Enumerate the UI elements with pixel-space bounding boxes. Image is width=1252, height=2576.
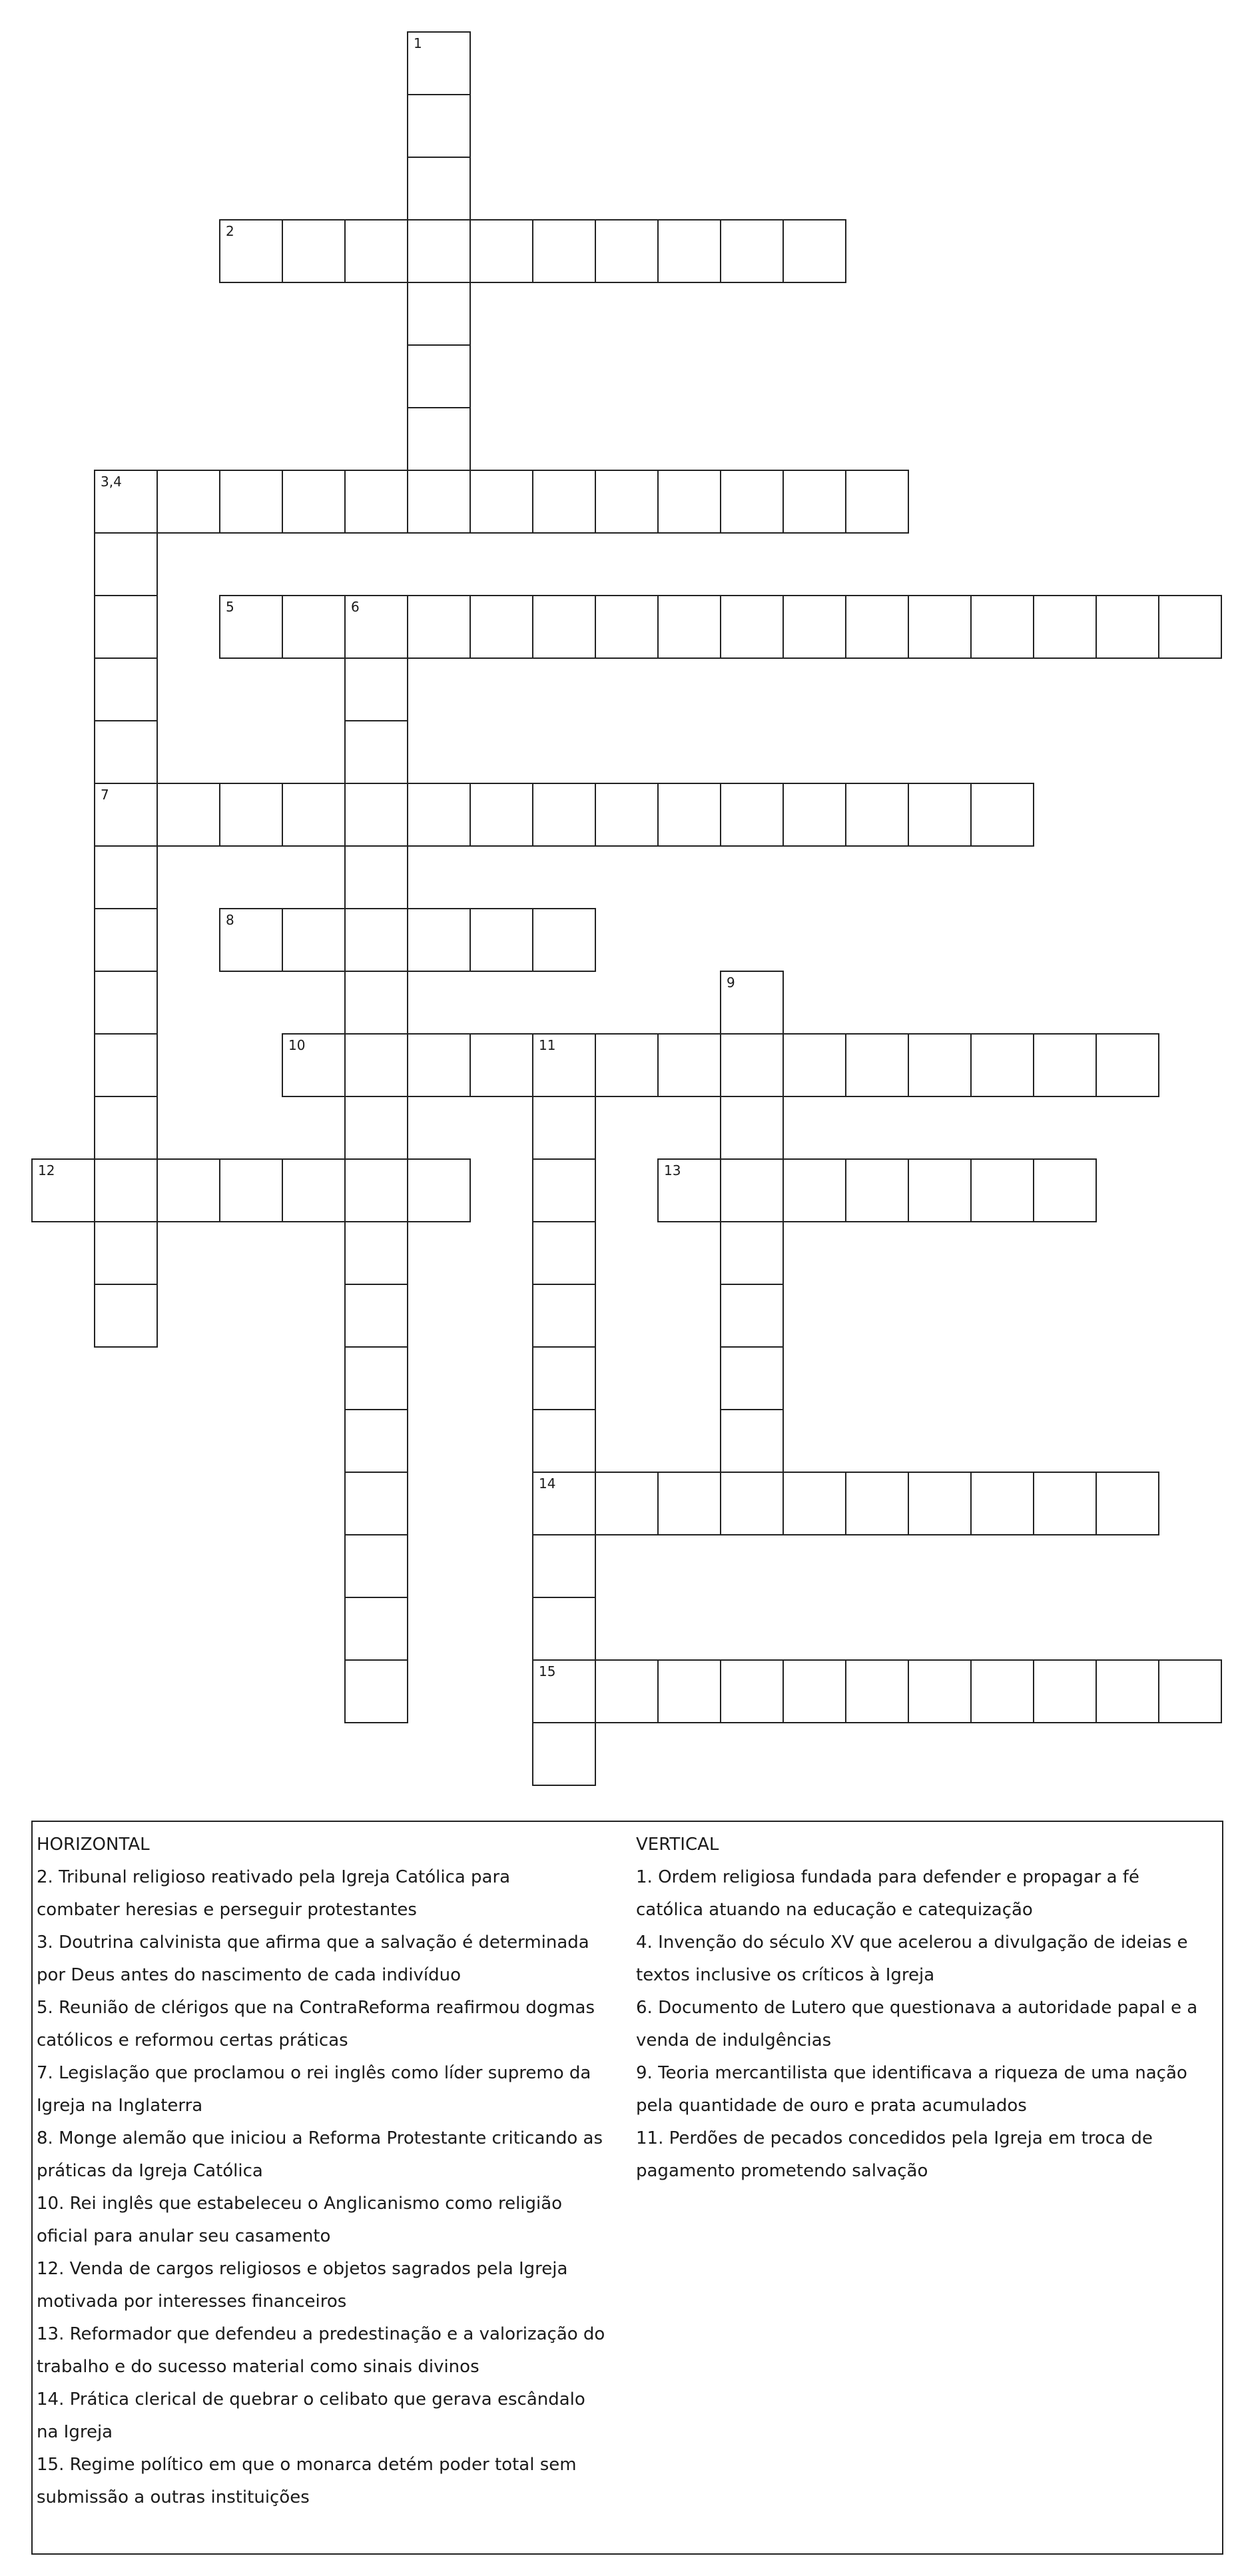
crossword-cell[interactable] [407, 31, 471, 95]
crossword-cell[interactable] [720, 470, 784, 534]
crossword-cell[interactable] [657, 595, 721, 659]
crossword-cell[interactable] [532, 783, 596, 847]
crossword-cell[interactable] [407, 219, 471, 283]
crossword-cell[interactable] [156, 1158, 220, 1222]
crossword-cell[interactable] [344, 1033, 408, 1097]
crossword-cell[interactable] [219, 595, 283, 659]
crossword-cell[interactable] [970, 595, 1034, 659]
cell-number: 12 [38, 1162, 55, 1178]
cell-number: 8 [226, 912, 234, 928]
crossword-cell[interactable] [94, 657, 158, 721]
crossword-cell[interactable] [344, 1659, 408, 1723]
crossword-cell[interactable] [407, 470, 471, 534]
crossword-cell[interactable] [1096, 1472, 1159, 1535]
crossword-cell[interactable] [344, 1221, 408, 1285]
crossword-cell[interactable] [595, 1033, 659, 1097]
horizontal-heading: HORIZONTAL [37, 1835, 150, 1855]
clue-line: 2. Tribunal religioso reativado pela Igreja Católica para [37, 1867, 511, 1887]
crossword-cell[interactable] [908, 595, 972, 659]
crossword-cell[interactable] [657, 1472, 721, 1535]
horizontal-clues [37, 1829, 626, 2514]
crossword-cell[interactable] [845, 1472, 909, 1535]
crossword-cell[interactable] [595, 783, 659, 847]
crossword-cell[interactable] [657, 219, 721, 283]
crossword-cell[interactable] [532, 1597, 596, 1661]
crossword-cell[interactable] [282, 908, 346, 972]
clue-line: práticas da Igreja Católica [37, 2161, 263, 2181]
crossword-cell[interactable] [970, 1033, 1034, 1097]
crossword-cell[interactable] [720, 1096, 784, 1160]
vertical-clues [636, 1829, 1222, 2188]
crossword-cell[interactable] [344, 1284, 408, 1348]
clue-line: 6. Documento de Lutero que questionava a autoridade papal e a [636, 1998, 1198, 2018]
cell-number: 6 [351, 599, 360, 615]
crossword-cell[interactable] [782, 1659, 846, 1723]
crossword-cell[interactable] [782, 1158, 846, 1222]
crossword-cell[interactable] [407, 1033, 471, 1097]
crossword-cell[interactable] [532, 1409, 596, 1473]
crossword-cell[interactable] [657, 470, 721, 534]
crossword-cell[interactable] [94, 908, 158, 972]
crossword-cell[interactable] [1033, 595, 1097, 659]
crossword-cell[interactable] [720, 971, 784, 1035]
crossword-cell[interactable] [1096, 1659, 1159, 1723]
crossword-cell[interactable] [94, 720, 158, 784]
crossword-cell[interactable] [94, 1158, 158, 1222]
crossword-cell[interactable] [94, 1033, 158, 1097]
crossword-cell[interactable] [657, 1158, 721, 1222]
crossword-cell[interactable] [532, 1284, 596, 1348]
crossword-cell[interactable] [1096, 595, 1159, 659]
clue-line: 1. Ordem religiosa fundada para defender e propagar a fé [636, 1867, 1139, 1887]
crossword-cell[interactable] [595, 1659, 659, 1723]
crossword-cell[interactable] [407, 908, 471, 972]
crossword-cell[interactable] [532, 1221, 596, 1285]
crossword-cell[interactable] [407, 94, 471, 158]
crossword-cell[interactable] [470, 595, 533, 659]
cell-number: 11 [539, 1037, 556, 1053]
crossword-cell[interactable] [720, 1284, 784, 1348]
crossword-cell[interactable] [156, 783, 220, 847]
crossword-cell[interactable] [344, 595, 408, 659]
crossword-cell[interactable] [344, 908, 408, 972]
clues-panel [31, 1821, 1223, 2555]
crossword-cell[interactable] [407, 783, 471, 847]
vertical-heading: VERTICAL [636, 1835, 719, 1855]
crossword-cell[interactable] [1033, 1472, 1097, 1535]
crossword-cell[interactable] [344, 1409, 408, 1473]
clue-line: 5. Reunião de clérigos que na ContraReforma reafirmou dogmas [37, 1998, 595, 2018]
crossword-cell[interactable] [720, 1158, 784, 1222]
cell-number: 9 [727, 975, 735, 991]
crossword-cell[interactable] [344, 971, 408, 1035]
clue-line: 10. Rei inglês que estabeleceu o Anglicanismo como religião [37, 2194, 563, 2214]
crossword-cell[interactable] [532, 1096, 596, 1160]
crossword-cell[interactable] [908, 1659, 972, 1723]
crossword-cell[interactable] [845, 1659, 909, 1723]
clue-line: combater heresias e perseguir protestantes [37, 1900, 417, 1920]
clue-line: Igreja na Inglaterra [37, 2096, 203, 2116]
crossword-cell[interactable] [344, 470, 408, 534]
crossword-cell[interactable] [282, 470, 346, 534]
crossword-cell[interactable] [782, 783, 846, 847]
crossword-cell[interactable] [970, 1472, 1034, 1535]
crossword-cell[interactable] [720, 783, 784, 847]
crossword-cell[interactable] [219, 783, 283, 847]
clue-line: 15. Regime político em que o monarca detém poder total sem [37, 2455, 577, 2475]
cell-number: 10 [288, 1037, 306, 1053]
crossword-cell[interactable] [282, 783, 346, 847]
crossword-cell[interactable] [845, 470, 909, 534]
clue-line: 12. Venda de cargos religiosos e objetos sagrados pela Igreja [37, 2259, 568, 2279]
crossword-cell[interactable] [657, 1659, 721, 1723]
clue-line: motivada por interesses financeiros [37, 2292, 347, 2312]
crossword-cell[interactable] [845, 595, 909, 659]
crossword-cell[interactable] [532, 219, 596, 283]
crossword-cell[interactable] [94, 971, 158, 1035]
crossword-cell[interactable] [532, 1033, 596, 1097]
clue-line: 3. Doutrina calvinista que afirma que a salvação é determinada [37, 1932, 589, 1952]
crossword-cell[interactable] [845, 1158, 909, 1222]
crossword-cell[interactable] [782, 1472, 846, 1535]
clue-line: 9. Teoria mercantilista que identificava a riqueza de uma nação [636, 2063, 1187, 2083]
crossword-cell[interactable] [782, 470, 846, 534]
crossword-cell[interactable] [94, 845, 158, 909]
crossword-cell[interactable] [94, 595, 158, 659]
crossword-cell[interactable] [782, 219, 846, 283]
crossword-cell[interactable] [219, 470, 283, 534]
crossword-cell[interactable] [470, 219, 533, 283]
crossword-cell[interactable] [219, 1158, 283, 1222]
clue-line: católicos e reformou certas práticas [37, 2030, 348, 2050]
crossword-cell[interactable] [94, 783, 158, 847]
crossword-cell[interactable] [532, 595, 596, 659]
crossword-cell[interactable] [532, 1722, 596, 1786]
crossword-cell[interactable] [94, 532, 158, 596]
clue-line: textos inclusive os críticos à Igreja [636, 1965, 935, 1985]
cell-number: 14 [539, 1476, 556, 1492]
crossword-cell[interactable] [970, 783, 1034, 847]
crossword-cell[interactable] [219, 908, 283, 972]
crossword-cell[interactable] [595, 470, 659, 534]
cell-number: 2 [226, 223, 234, 239]
crossword-cell[interactable] [282, 595, 346, 659]
clue-line: pela quantidade de ouro e prata acumulados [636, 2096, 1027, 2116]
crossword-cell[interactable] [94, 470, 158, 534]
crossword-cell[interactable] [344, 1597, 408, 1661]
crossword-cell[interactable] [720, 1659, 784, 1723]
crossword-cell[interactable] [344, 1158, 408, 1222]
clue-line: 13. Reformador que defendeu a predestinação e a valorização do [37, 2324, 605, 2344]
crossword-cell[interactable] [908, 1158, 972, 1222]
clue-line: 11. Perdões de pecados concedidos pela Igreja em troca de [636, 2128, 1153, 2148]
crossword-cell[interactable] [1033, 1158, 1097, 1222]
crossword-cell[interactable] [344, 720, 408, 784]
clue-line: 4. Invenção do século XV que acelerou a divulgação de ideias e [636, 1932, 1188, 1952]
crossword-cell[interactable] [407, 282, 471, 346]
crossword-cell[interactable] [407, 344, 471, 408]
crossword-cell[interactable] [970, 1659, 1034, 1723]
crossword-cell[interactable] [720, 219, 784, 283]
cell-number: 13 [664, 1162, 681, 1178]
clue-line: trabalho e do sucesso material como sinais divinos [37, 2357, 479, 2377]
crossword-cell[interactable] [94, 1284, 158, 1348]
crossword-cell[interactable] [94, 1096, 158, 1160]
crossword-cell[interactable] [782, 595, 846, 659]
clue-line: 14. Prática clerical de quebrar o celibato que gerava escândalo [37, 2389, 585, 2409]
crossword-cell[interactable] [720, 1221, 784, 1285]
crossword-cell[interactable] [344, 1346, 408, 1410]
crossword-cell[interactable] [532, 470, 596, 534]
crossword-cell[interactable] [532, 908, 596, 972]
crossword-cell[interactable] [407, 1158, 471, 1222]
crossword-cell[interactable] [407, 157, 471, 220]
clue-line: católica atuando na educação e catequização [636, 1900, 1033, 1920]
crossword-cell[interactable] [344, 219, 408, 283]
crossword-cell[interactable] [407, 407, 471, 471]
cell-number: 15 [539, 1663, 556, 1679]
crossword-cell[interactable] [595, 1472, 659, 1535]
crossword-cell[interactable] [657, 1033, 721, 1097]
crossword-cell[interactable] [470, 908, 533, 972]
clue-line: pagamento prometendo salvação [636, 2161, 928, 2181]
crossword-cell[interactable] [1158, 1659, 1222, 1723]
crossword-cell[interactable] [470, 1033, 533, 1097]
crossword-cell[interactable] [657, 783, 721, 847]
cell-number: 5 [226, 599, 234, 615]
crossword-cell[interactable] [344, 657, 408, 721]
cell-number: 7 [101, 787, 109, 803]
clue-line: oficial para anular seu casamento [37, 2226, 331, 2246]
crossword-cell[interactable] [282, 1033, 346, 1097]
crossword-cell[interactable] [720, 1346, 784, 1410]
crossword-cell[interactable] [532, 1534, 596, 1598]
crossword-cell[interactable] [720, 1409, 784, 1473]
clue-line: submissão a outras instituições [37, 2487, 310, 2507]
clue-line: 7. Legislação que proclamou o rei inglês como líder supremo da [37, 2063, 591, 2083]
cell-number: 1 [414, 35, 422, 51]
crossword-cell[interactable] [845, 1033, 909, 1097]
clue-line: por Deus antes do nascimento de cada indivíduo [37, 1965, 462, 1985]
crossword-cell[interactable] [908, 1033, 972, 1097]
crossword-cell[interactable] [720, 1033, 784, 1097]
crossword-cell[interactable] [970, 1158, 1034, 1222]
crossword-cell[interactable] [908, 783, 972, 847]
crossword-cell[interactable] [282, 219, 346, 283]
crossword-cell[interactable] [532, 1472, 596, 1535]
crossword-cell[interactable] [344, 1534, 408, 1598]
crossword-cell[interactable] [720, 595, 784, 659]
crossword-cell[interactable] [407, 595, 471, 659]
crossword-cell[interactable] [532, 1346, 596, 1410]
crossword-cell[interactable] [532, 1158, 596, 1222]
crossword-cell[interactable] [94, 1221, 158, 1285]
crossword-cell[interactable] [219, 219, 283, 283]
cell-number: 3,4 [101, 474, 122, 490]
crossword-cell[interactable] [470, 783, 533, 847]
crossword-cell[interactable] [31, 1158, 95, 1222]
crossword-cell[interactable] [908, 1472, 972, 1535]
crossword-cell[interactable] [470, 470, 533, 534]
crossword-cell[interactable] [595, 595, 659, 659]
crossword-cell[interactable] [156, 470, 220, 534]
crossword-cell[interactable] [282, 1158, 346, 1222]
crossword-cell[interactable] [1096, 1033, 1159, 1097]
crossword-cell[interactable] [344, 783, 408, 847]
crossword-cell[interactable] [532, 1659, 596, 1723]
crossword-cell[interactable] [344, 1472, 408, 1535]
crossword-cell[interactable] [344, 1096, 408, 1160]
clue-line: na Igreja [37, 2422, 113, 2442]
crossword-cell[interactable] [344, 845, 408, 909]
crossword-cell[interactable] [782, 1033, 846, 1097]
crossword-cell[interactable] [845, 783, 909, 847]
crossword-cell[interactable] [1158, 595, 1222, 659]
crossword-cell[interactable] [595, 219, 659, 283]
crossword-cell[interactable] [1033, 1033, 1097, 1097]
clue-line: venda de indulgências [636, 2030, 832, 2050]
clue-line: 8. Monge alemão que iniciou a Reforma Protestante criticando as [37, 2128, 603, 2148]
crossword-cell[interactable] [720, 1472, 784, 1535]
crossword-cell[interactable] [1033, 1659, 1097, 1723]
